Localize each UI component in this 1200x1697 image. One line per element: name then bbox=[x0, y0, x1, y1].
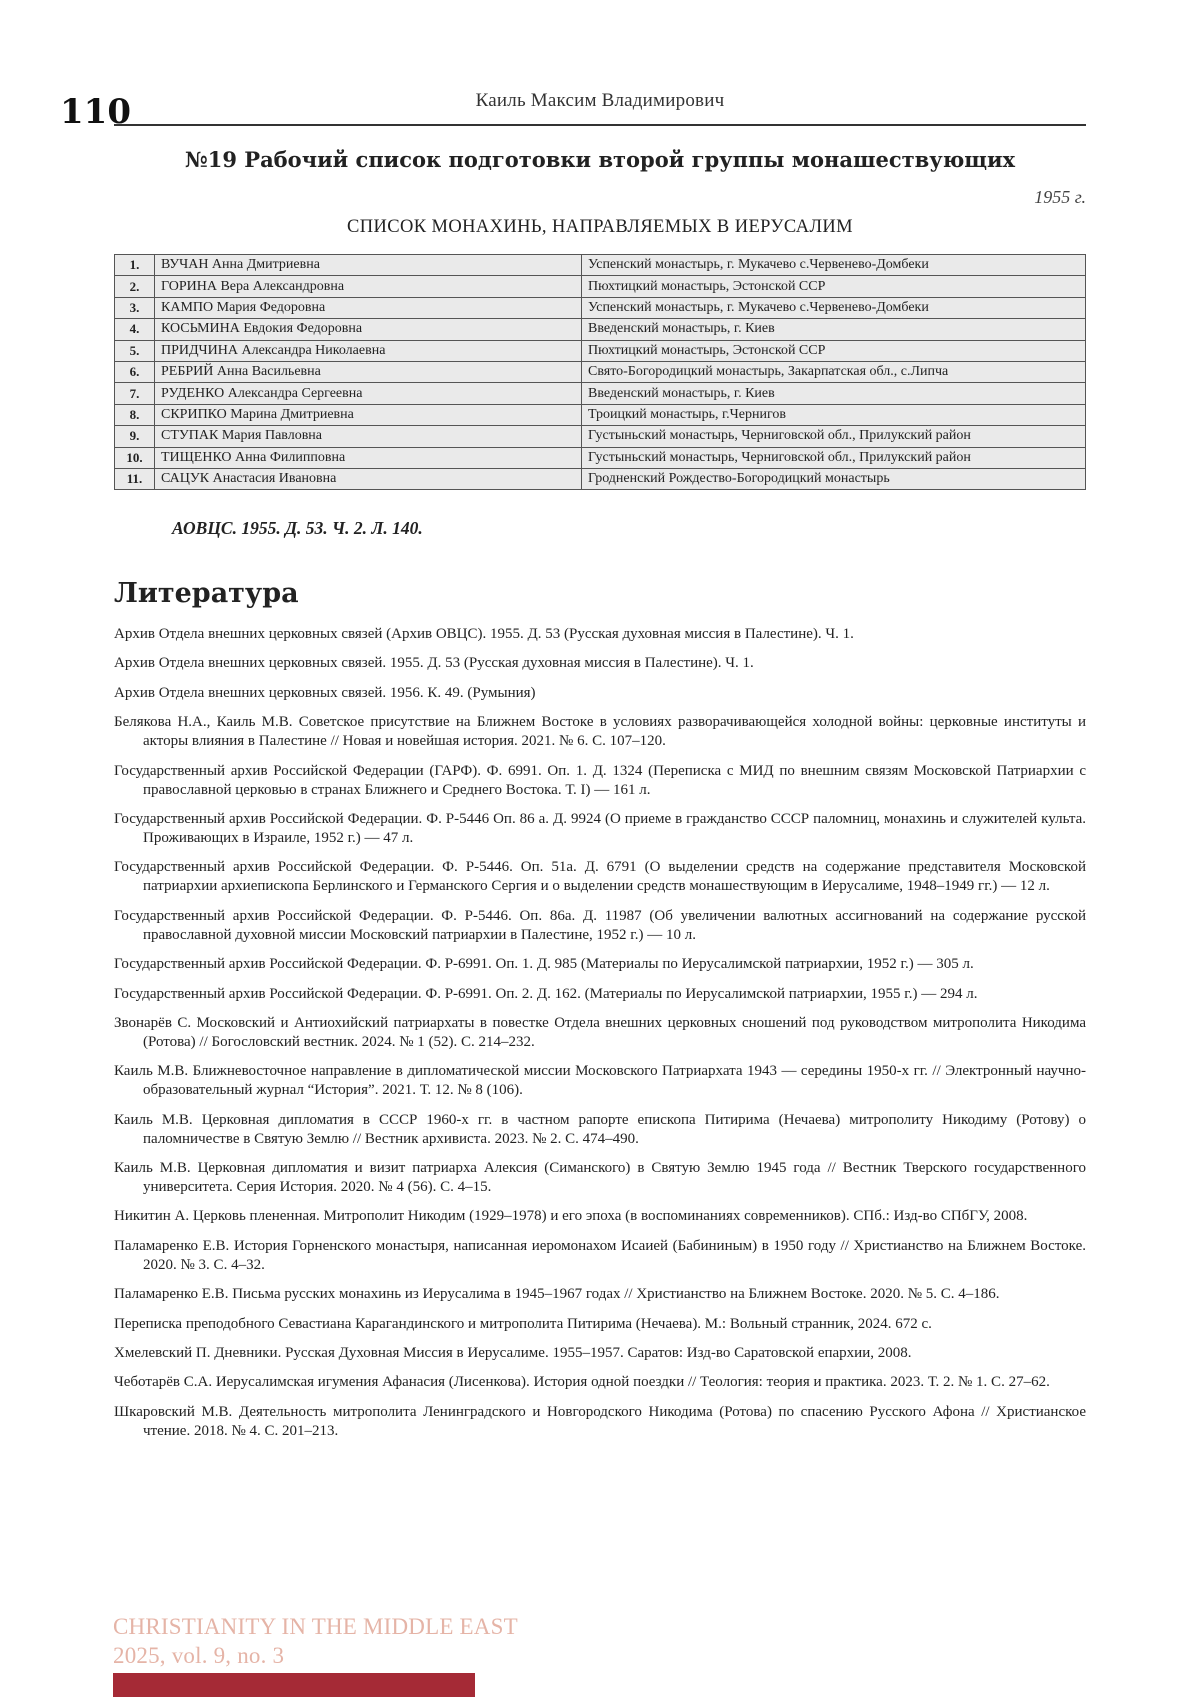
table-row bbox=[115, 319, 1086, 340]
row-number: 7. bbox=[115, 383, 155, 404]
monastery: Успенский монастырь, г. Мукачево с.Червенево-Домбеки bbox=[582, 297, 1086, 318]
nun-name: ПРИДЧИНА Александра Николаевна bbox=[155, 340, 582, 361]
reference-item: Государственный архив Российской Федерации. Ф. Р-5446. Оп. 51а. Д. 6791 (О выделении средств на содержание представителя Московской патриархии архиепископа Берлинского и Германского Сергия и о выделении средств монашествующим в Иерусалиме, 1948–1949 гг.) — 12 л. bbox=[114, 859, 1086, 895]
reference-item: Каиль М.В. Ближневосточное направление в дипломатической миссии Московского Патриархата 1943 — середины 1950-х гг. // Электронный научно-образовательный журнал “История”. 2021. Т. 12. № 8 (106). bbox=[114, 1063, 1086, 1099]
reference-item: Хмелевский П. Дневники. Русская Духовная Миссия в Иерусалиме. 1955–1957. Саратов: Изд-во Саратовской епархии, 2008. bbox=[114, 1345, 912, 1362]
reference-item: Архив Отдела внешних церковных связей (Архив ОВЦС). 1955. Д. 53 (Русская духовная миссия в Палестине). Ч. 1. bbox=[114, 626, 854, 642]
table-row bbox=[115, 297, 1086, 318]
table-row bbox=[115, 426, 1086, 447]
header-rule bbox=[114, 124, 1086, 126]
reference-item: Шкаровский М.В. Деятельность митрополита Ленинградского и Новгородского Никодима (Ротова) по спасению Русского Афона // Христианское чтение. 2018. № 4. С. 201–213. bbox=[114, 1403, 1086, 1439]
monastery: Гродненский Рождество-Богородицкий монастырь bbox=[582, 468, 1086, 489]
row-number: 3. bbox=[115, 297, 155, 318]
reference-item: Переписка преподобного Севастиана Карагандинского и митрополита Питирима (Нечаева). М.: Вольный странник, 2024. 672 с. bbox=[114, 1315, 932, 1332]
table-row bbox=[115, 255, 1086, 276]
nun-name: ТИЩЕНКО Анна Филипповна bbox=[155, 447, 582, 468]
nun-name: КОСЬМИНА Евдокия Федоровна bbox=[155, 319, 582, 340]
table-row bbox=[115, 404, 1086, 425]
row-number: 5. bbox=[115, 340, 155, 361]
nuns-table bbox=[114, 254, 1086, 490]
nun-name: СТУПАК Мария Павловна bbox=[155, 426, 582, 447]
nun-name: ВУЧАН Анна Дмитриевна bbox=[155, 255, 582, 276]
nun-name: СКРИПКО Марина Дмитриевна bbox=[155, 404, 582, 425]
reference-item: Каиль М.В. Церковная дипломатия в СССР 1960-х гг. в частном рапорте епископа Питирима (Нечаева) митрополиту Никодиму (Ротову) о паломничестве в Святую Землю // Вестник архивиста. 2023. № 2. С. 474–490. bbox=[114, 1111, 1086, 1147]
table-row bbox=[115, 276, 1086, 297]
reference-item: Чеботарёв С.А. Иерусалимская игумения Афанасия (Лисенкова). История одной поездки // Теология: теория и практика. 2023. Т. 2. № 1. С. 27–62. bbox=[114, 1374, 1050, 1391]
monastery: Густыньский монастырь, Черниговской обл., Прилукский район bbox=[582, 447, 1086, 468]
reference-item: Каиль М.В. Церковная дипломатия и визит патриарха Алексия (Симанского) в Святую Землю 1945 года // Вестник Тверского государственного университета. Серия История. 2020. № 4 (56). С. 4–15. bbox=[114, 1160, 1086, 1196]
reference-item: Государственный архив Российской Федерации (ГАРФ). Ф. 6991. Оп. 1. Д. 1324 (Переписка с МИД по внешним связям Московской Патриархии с православной церковью в странах Ближнего и Среднего Востока. Т. I) — 161 л. bbox=[114, 762, 1086, 798]
nun-name: САЦУК Анастасия Ивановна bbox=[155, 468, 582, 489]
footer-accent-bar bbox=[113, 1673, 475, 1697]
literature-heading: Литература bbox=[114, 578, 299, 609]
document-title: №19 Рабочий список подготовки второй группы монашествующих bbox=[184, 147, 1016, 172]
document-date: 1955 г. bbox=[1034, 187, 1086, 207]
nun-name: ГОРИНА Вера Александровна bbox=[155, 276, 582, 297]
table-row bbox=[115, 468, 1086, 489]
row-number: 9. bbox=[115, 426, 155, 447]
monastery: Пюхтицкий монастырь, Эстонской ССР bbox=[582, 276, 1086, 297]
row-number: 11. bbox=[115, 468, 155, 489]
nun-name: РУДЕНКО Александра Сергеевна bbox=[155, 383, 582, 404]
reference-item: Архив Отдела внешних церковных связей. 1956. К. 49. (Румыния) bbox=[114, 684, 536, 701]
row-number: 4. bbox=[115, 319, 155, 340]
table-row bbox=[115, 340, 1086, 361]
row-number: 6. bbox=[115, 361, 155, 382]
table-row bbox=[115, 447, 1086, 468]
monastery: Троицкий монастырь, г.Чернигов bbox=[582, 404, 1086, 425]
reference-item: Архив Отдела внешних церковных связей. 1955. Д. 53 (Русская духовная миссия в Палестине). Ч. 1. bbox=[114, 655, 754, 672]
row-number: 10. bbox=[115, 447, 155, 468]
nun-name: КАМПО Мария Федоровна bbox=[155, 297, 582, 318]
monastery: Введенский монастырь, г. Киев bbox=[582, 319, 1086, 340]
row-number: 2. bbox=[115, 276, 155, 297]
reference-item: Государственный архив Российской Федерации. Ф. Р-6991. Оп. 1. Д. 985 (Материалы по Иерусалимской патриархии, 1952 г.) — 305 л. bbox=[114, 956, 974, 973]
archive-reference: АОВЦС. 1955. Д. 53. Ч. 2. Л. 140. bbox=[172, 518, 423, 538]
reference-item: Никитин А. Церковь плененная. Митрополит Никодим (1929–1978) и его эпоха (в воспоминаниях современников). СПб.: Изд-во СПбГУ, 2008. bbox=[114, 1208, 1028, 1225]
monastery: Густыньский монастырь, Черниговской обл., Прилукский район bbox=[582, 426, 1086, 447]
reference-item: Паламаренко Е.В. История Горненского монастыря, написанная иеромонахом Исаией (Бабининым) в 1950 году // Христианство на Ближнем Востоке. 2020. № 3. С. 4–32. bbox=[114, 1237, 1086, 1273]
monastery: Успенский монастырь, г. Мукачево с.Червенево-Домбеки bbox=[582, 255, 1086, 276]
reference-item: Звонарёв С. Московский и Антиохийский патриархаты в повестке Отдела внешних церковных сношений под руководством митрополита Никодима (Ротова) // Богословский вестник. 2024. № 1 (52). С. 214–232. bbox=[114, 1014, 1086, 1050]
journal-issue: 2025, vol. 9, no. 3 bbox=[113, 1643, 285, 1668]
reference-item: Государственный архив Российской Федерации. Ф. Р-5446 Оп. 86 а. Д. 9924 (О приеме в гражданство СССР паломниц, монахинь и служителей культа. Проживающих в Израиле, 1952 г.) — 47 л. bbox=[114, 810, 1086, 846]
reference-item: Паламаренко Е.В. Письма русских монахинь из Иерусалима в 1945–1967 годах // Христианство на Ближнем Востоке. 2020. № 5. С. 4–186. bbox=[114, 1286, 1000, 1303]
monastery: Свято-Богородицкий монастырь, Закарпатская обл., с.Липча bbox=[582, 361, 1086, 382]
row-number: 1. bbox=[115, 255, 155, 276]
reference-list bbox=[114, 625, 1086, 1451]
reference-item: Государственный архив Российской Федерации. Ф. Р-6991. Оп. 2. Д. 162. (Материалы по Иерусалимской патриархии, 1955 г.) — 294 л. bbox=[114, 985, 978, 1002]
row-number: 8. bbox=[115, 404, 155, 425]
monastery: Введенский монастырь, г. Киев bbox=[582, 383, 1086, 404]
reference-item: Государственный архив Российской Федерации. Ф. Р-5446. Оп. 86а. Д. 11987 (Об увеличении валютных ассигнований на содержание русской православной духовной миссии Московский патриархии в Палестине, 1952 г.) — 10 л. bbox=[114, 907, 1086, 943]
table-row bbox=[115, 361, 1086, 382]
nun-name: РЕБРИЙ Анна Васильевна bbox=[155, 361, 582, 382]
footer-journal bbox=[113, 1612, 518, 1670]
reference-item: Белякова Н.А., Каиль М.В. Советское присутствие на Ближнем Востоке в условиях разворачивающейся холодной войны: церковные институты и акторы влияния в Палестине // Новая и новейшая история. 2021. № 6. С. 107–120. bbox=[114, 714, 1086, 750]
table-row bbox=[115, 383, 1086, 404]
running-header-author: Каиль Максим Владимирович bbox=[475, 90, 725, 111]
page-number: 110 bbox=[60, 92, 131, 132]
monastery: Пюхтицкий монастырь, Эстонской ССР bbox=[582, 340, 1086, 361]
journal-name: CHRISTIANITY IN THE MIDDLE EAST bbox=[113, 1614, 518, 1639]
table-heading: СПИСОК МОНАХИНЬ, НАПРАВЛЯЕМЫХ В ИЕРУСАЛИМ bbox=[346, 217, 854, 237]
